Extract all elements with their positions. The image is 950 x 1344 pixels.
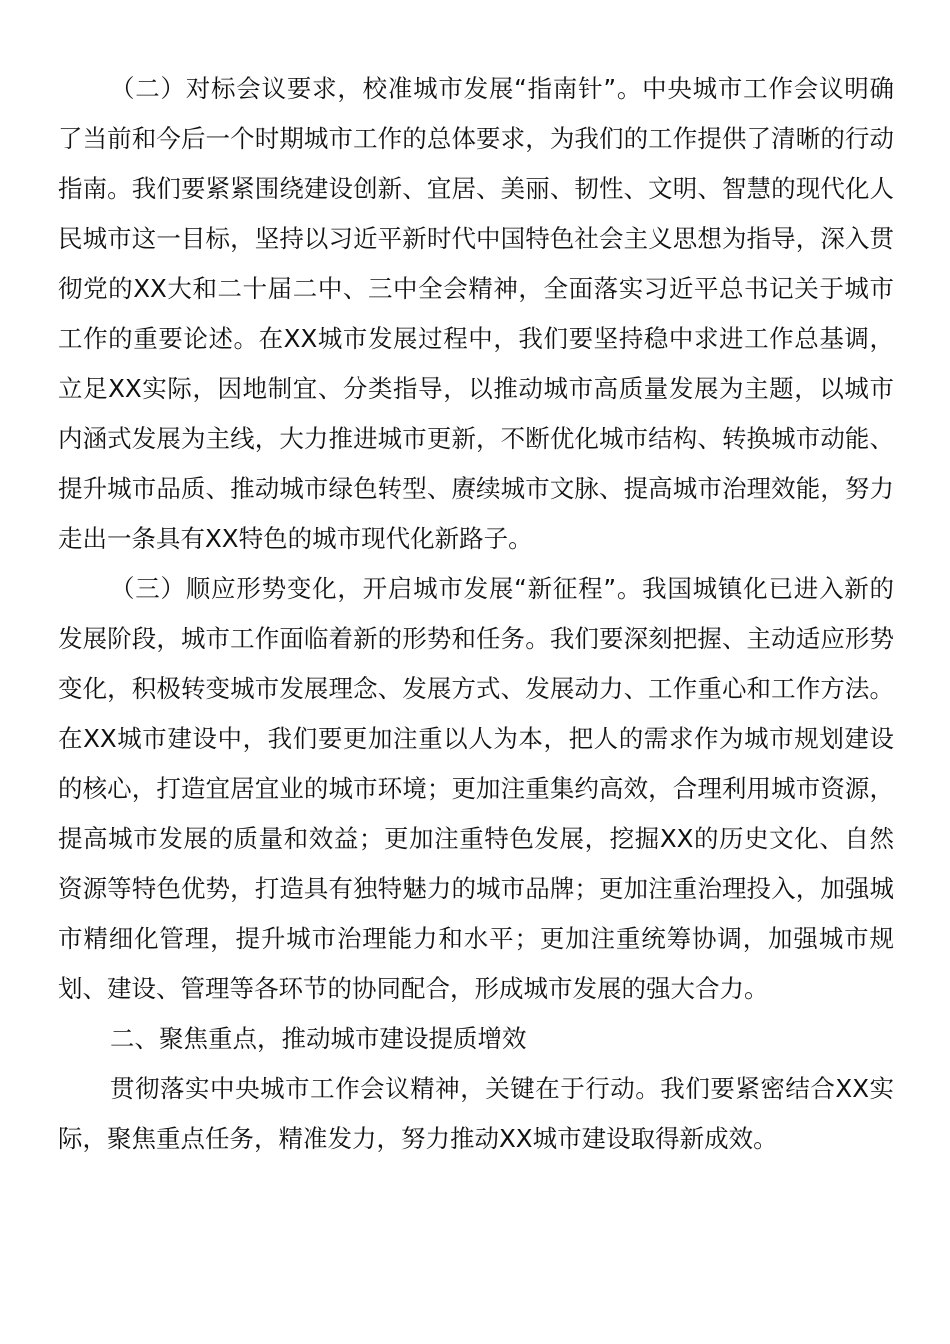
- paragraph-implementation: 贯彻落实中央城市工作会议精神，关键在于行动。我们要紧密结合XX实际，聚焦重点任务，精准发力，努力推动XX城市建设取得新成效。: [58, 1074, 894, 1153]
- paragraph-adhere-requirements: （二）对标会议要求，校准城市发展“指南针”。中央城市工作会议明确了当前和今后一个时期城市工作的总体要求，为我们的工作提供了清晰的行动指南。我们要紧紧围绕建设创新、宜居、美丽、韧性、文明、智慧的现代化人民城市这一目标，坚持以习近平新时代中国特色社会主义思想为指导，深入贯彻党的XX大和二十届二中、三中全会精神，全面落实习近平总书记关于城市工作的重要论述。在XX城市发展过程中，我们要坚持稳中求进工作总基调，立足XX实际，因地制宜、分类指导，以推动城市高质量发展为主题，以城市内涵式发展为主线，大力推进城市更新，不断优化城市结构、转换城市动能、提升城市品质、推动城市绿色转型、赓续城市文脉、提高城市治理效能，努力走出一条具有XX特色的城市现代化新路子。: [58, 74, 894, 553]
- paragraph-adapt-to-change: （三）顺应形势变化，开启城市发展“新征程”。我国城镇化已进入新的发展阶段，城市工作面临着新的形势和任务。我们要深刻把握、主动适应形势变化，积极转变城市发展理念、发展方式、发展动力、工作重心和工作方法。在XX城市建设中，我们要更加注重以人为本，把人的需求作为城市规划建设的核心，打造宜居宜业的城市环境；更加注重集约高效，合理利用城市资源，提高城市发展的质量和效益；更加注重特色发展，挖掘XX的历史文化、自然资源等特色优势，打造具有独特魅力的城市品牌；更加注重治理投入，加强城市精细化管理，提升城市治理能力和水平；更加注重统筹协调，加强城市规划、建设、管理等各环节的协同配合，形成城市发展的强大合力。: [58, 574, 894, 1003]
- document-page: [58, 64, 894, 1164]
- section-heading: 二、聚焦重点，推动城市建设提质增效: [110, 1024, 527, 1053]
